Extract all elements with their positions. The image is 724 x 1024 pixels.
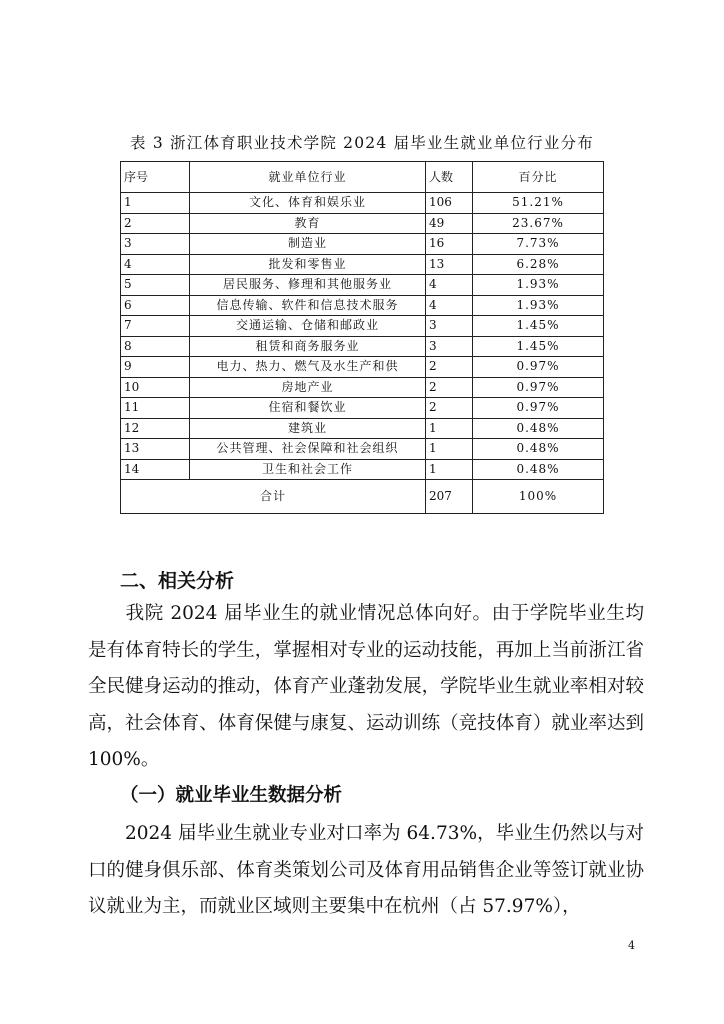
- header-no: 序号: [121, 162, 190, 193]
- cell-no: 13: [121, 439, 190, 460]
- cell-percent: 1.45%: [473, 316, 604, 337]
- cell-industry: 居民服务、修理和其他服务业: [190, 275, 426, 296]
- cell-industry: 教育: [190, 213, 426, 234]
- cell-percent: 51.21%: [473, 193, 604, 214]
- table-row: [121, 295, 604, 316]
- table-row: [121, 377, 604, 398]
- table-row: [121, 275, 604, 296]
- cell-count: 13: [426, 254, 473, 275]
- industry-table: [120, 161, 604, 514]
- cell-industry: 住宿和餐饮业: [190, 398, 426, 419]
- cell-count: 4: [426, 295, 473, 316]
- cell-no: 10: [121, 377, 190, 398]
- cell-no: 9: [121, 357, 190, 378]
- cell-no: 3: [121, 234, 190, 255]
- cell-count: 4: [426, 275, 473, 296]
- cell-industry: 信息传输、软件和信息技术服务: [190, 295, 426, 316]
- cell-count: 106: [426, 193, 473, 214]
- cell-percent: 0.97%: [473, 398, 604, 419]
- cell-count: 2: [426, 357, 473, 378]
- table-row: [121, 439, 604, 460]
- paragraph-2: [88, 816, 644, 926]
- table-caption: 表 3 浙江体育职业技术学院 2024 届毕业生就业单位行业分布: [130, 134, 594, 152]
- cell-count: 2: [426, 377, 473, 398]
- cell-industry: 卫生和社会工作: [190, 459, 426, 480]
- cell-count: 49: [426, 213, 473, 234]
- cell-count: 2: [426, 398, 473, 419]
- total-label: 合计: [121, 480, 426, 514]
- table-row: [121, 418, 604, 439]
- subsection-title: （一）就业毕业生数据分析: [120, 785, 343, 806]
- cell-industry: 制造业: [190, 234, 426, 255]
- cell-count: 16: [426, 234, 473, 255]
- cell-percent: 1.45%: [473, 336, 604, 357]
- cell-count: 3: [426, 316, 473, 337]
- table-row: [121, 336, 604, 357]
- cell-industry: 文化、体育和娱乐业: [190, 193, 426, 214]
- cell-no: 6: [121, 295, 190, 316]
- total-count: 207: [426, 480, 473, 514]
- cell-industry: 房地产业: [190, 377, 426, 398]
- cell-no: 2: [121, 213, 190, 234]
- table-row: [121, 213, 604, 234]
- table-row: [121, 357, 604, 378]
- cell-percent: 7.73%: [473, 234, 604, 255]
- cell-industry: 批发和零售业: [190, 254, 426, 275]
- section-title: 二、相关分析: [120, 570, 235, 592]
- table-row: [121, 254, 604, 275]
- cell-percent: 1.93%: [473, 295, 604, 316]
- cell-no: 12: [121, 418, 190, 439]
- header-count: 人数: [426, 162, 473, 193]
- page-number: 4: [628, 939, 635, 952]
- cell-no: 5: [121, 275, 190, 296]
- cell-count: 1: [426, 459, 473, 480]
- cell-no: 11: [121, 398, 190, 419]
- cell-no: 7: [121, 316, 190, 337]
- cell-percent: 0.48%: [473, 459, 604, 480]
- table-row: [121, 459, 604, 480]
- table-row: [121, 316, 604, 337]
- cell-percent: 1.93%: [473, 275, 604, 296]
- cell-no: 4: [121, 254, 190, 275]
- total-percent: 100%: [473, 480, 604, 514]
- cell-percent: 0.97%: [473, 357, 604, 378]
- cell-percent: 23.67%: [473, 213, 604, 234]
- cell-industry: 交通运输、仓储和邮政业: [190, 316, 426, 337]
- header-percent: 百分比: [473, 162, 604, 193]
- table-row: [121, 193, 604, 214]
- cell-no: 1: [121, 193, 190, 214]
- paragraph-1: [88, 596, 644, 779]
- cell-percent: 0.48%: [473, 418, 604, 439]
- header-industry: 就业单位行业: [190, 162, 426, 193]
- cell-count: 3: [426, 336, 473, 357]
- cell-no: 14: [121, 459, 190, 480]
- cell-industry: 建筑业: [190, 418, 426, 439]
- cell-percent: 6.28%: [473, 254, 604, 275]
- cell-industry: 公共管理、社会保障和社会组织: [190, 439, 426, 460]
- table-row: [121, 398, 604, 419]
- cell-count: 1: [426, 418, 473, 439]
- cell-industry: 电力、热力、燃气及水生产和供: [190, 357, 426, 378]
- table-row: [121, 234, 604, 255]
- table-header-row: [121, 162, 604, 193]
- cell-count: 1: [426, 439, 473, 460]
- cell-no: 8: [121, 336, 190, 357]
- cell-percent: 0.48%: [473, 439, 604, 460]
- table-total-row: [121, 480, 604, 514]
- cell-industry: 租赁和商务服务业: [190, 336, 426, 357]
- cell-percent: 0.97%: [473, 377, 604, 398]
- paragraph-1-text: 我院 2024 届毕业生的就业情况总体向好。由于学院毕业生均是有体育特长的学生，掌握相对专业的运动技能，再加上当前浙江省全民健身运动的推动，体育产业蓬勃发展，学院毕业生就业率相对较高，社会体育、体育保健与康复、运动训练（竞技体育）就业率达到 100%。: [88, 603, 644, 771]
- paragraph-2-text: 2024 届毕业生就业专业对口率为 64.73%，毕业生仍然以与对口的健身俱乐部、体育类策划公司及体育用品销售企业等签订就业协议就业为主，而就业区域则主要集中在杭州（占 57.97%），: [88, 823, 644, 918]
